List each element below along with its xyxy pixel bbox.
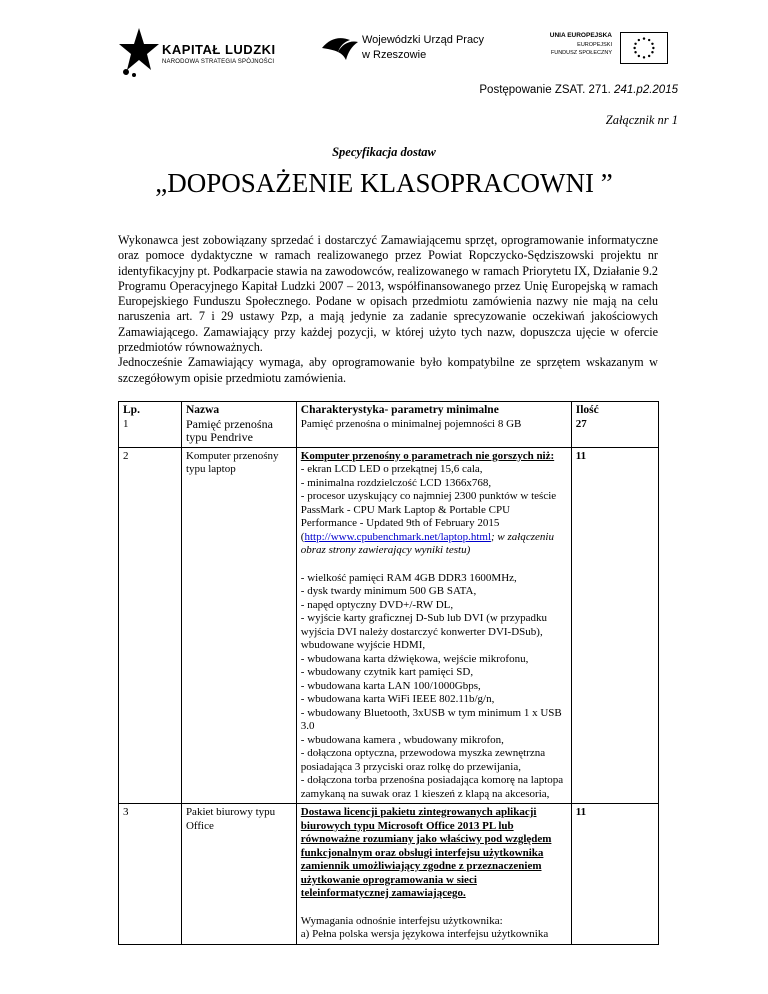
header-lp: Lp.: [123, 404, 140, 416]
row3-spec-heading: Dostawa licencji pakietu zintegrowanych aplikacji biurowych typu Microsoft Office 2013 PL lub równoważne rozumiany jako właściwy pod względem funkcjonalnym oraz obsługi interfejsu użytkownika zamiennik umożliwiający zgodne z przeznaczeniem użytkowanie oprogramowania w sieci teleinformatycznej zamawiającego.: [300, 806, 552, 899]
logo-left-sub: NARODOWA STRATEGIA SPÓJNOŚCI: [162, 59, 275, 65]
wup-logo: [320, 28, 510, 74]
list-item: - wbudowana kamera , wbudowany mikrofon,: [300, 733, 504, 746]
header-logos: [0, 22, 768, 82]
row3-spec: [296, 804, 571, 945]
logo-right-line2: EUROPEJSKI: [577, 42, 612, 48]
row2-spec: [296, 447, 571, 804]
list-item: - minimalna rozdzielczość LCD 1366x768,: [300, 476, 492, 489]
logo-center-line1: Wojewódzki Urząd Pracy: [362, 34, 485, 46]
benchmark-note: [301, 531, 567, 558]
header-name: Nazwa: [185, 404, 220, 416]
logo-left-name: KAPITAŁ LUDZKI: [162, 42, 276, 57]
document-title: „DOPOSAŻENIE KLASOPRACOWNI ”: [155, 168, 613, 198]
list-item: - dołączona optyczna, przewodowa myszka zewnętrzna posiadająca 3 przyciski oraz rolkę do przewijania,: [300, 747, 546, 773]
list-item: - wbudowana karta WiFi IEEE 802.11b/g/n,: [300, 693, 495, 705]
row3-lp: 3: [119, 804, 182, 945]
proceeding-number: [479, 84, 678, 96]
list-item: - procesor uzyskujący co najmniej 2300 punktów w teście PassMark - CPU Mark Laptop & Portable CPU Performance - Updated 9th of February 2015: [300, 490, 557, 529]
list-item: - wbudowana karta dźwiękowa, wejście mikrofonu,: [300, 652, 529, 665]
row2-qty: 11: [571, 447, 658, 804]
eu-flag-icon: [620, 32, 668, 64]
intro-text: [118, 233, 658, 386]
cell-qty-1: [571, 402, 658, 448]
list-item: - wyjście karty graficznej D-Sub lub DVI (w przypadku wyjścia DVI należy dostarczyć konwerter DVI-DSub), wbudowane wyjście HDMI,: [300, 612, 547, 651]
spacer: [301, 901, 567, 915]
list-item: - wielkość pamięci RAM 4GB DDR3 1600MHz,: [300, 571, 517, 584]
list-item: - wbudowany Bluetooth, 3xUSB w tym minimum 1 x USB 3.0: [300, 706, 562, 732]
logo-center-line2: w Rzeszowie: [362, 49, 427, 61]
row3-name: Pakiet biurowy typu Office: [181, 804, 296, 945]
benchmark-link[interactable]: http://www.cpubenchmark.net/laptop.html: [304, 530, 492, 543]
logo-right-line3: FUNDUSZ SPOŁECZNY: [550, 50, 612, 56]
bird-icon: [320, 30, 360, 64]
row1-name: Pamięć przenośna typu Pendrive: [185, 416, 273, 444]
intro-paragraph-1: Wykonawca jest zobowiązany sprzedać i dostarczyć Zamawiającemu sprzęt, oprogramowanie informatyczne oraz pomoce dydaktyczne w ramach realizowanego przez Powiat Ropczycko-Sędziszowski projektu nr identyfikacyjny pt. Podkarpacie stawia na zawodowców, realizowanego w ramach Priorytetu IX, Działanie 9.2 Programu Operacyjnego Kapitał Ludzki 2007 – 2013, współfinansowanego przez Unię Europejską w ramach Europejskiego Funduszu Społecznego. Podane w opisach przedmiotu zamówienia nazwy nie mają na celu naruszenia art. 7 i 29 ustawy Pzp, a mają jedynie za zadanie sprecyzowanie oczekiwań jakościowych Zamawiającego. Zamawiający przy każdej pozycji, w której użyto tych nazw, dopuszcza ujęcie w ofercie przedmiotów równoważnych.: [118, 233, 659, 355]
kapital-ludzki-logo: [118, 26, 308, 78]
link-paren: (: [300, 530, 305, 543]
spec-heading: Specyfikacja dostaw: [332, 145, 436, 159]
row3-qty: 11: [571, 804, 658, 945]
row1-spec: Pamięć przenośna o minimalnej pojemności 8 GB: [300, 417, 522, 430]
logo-right-line1: UNIA EUROPEJSKA: [549, 32, 612, 39]
proceeding-id: 241.p2.2015: [614, 84, 678, 96]
cell-spec-1: [296, 402, 571, 448]
proceeding-label: Postępowanie ZSAT. 271.: [479, 84, 615, 96]
list-item: Wymagania odnośnie interfejsu użytkownika:: [300, 914, 503, 927]
list-item: a) Pełna polska wersja językowa interfejsu użytkownika: [300, 928, 549, 940]
cell-lp-1: [119, 402, 182, 448]
row1-lp: 1: [123, 417, 129, 430]
specification-table: [118, 401, 659, 945]
row2-spec-heading: Komputer przenośny o parametrach nie gorszych niż:: [300, 449, 555, 462]
table-row: [119, 402, 659, 448]
intro-paragraph-2: Jednocześnie Zamawiający wymaga, aby oprogramowanie było kompatybilne ze sprzętem wskazanym w szczegółowym opisie przedmiotu zamówienia.: [118, 355, 658, 385]
row1-qty: 27: [575, 417, 587, 430]
list-item: - napęd optyczny DVD+/-RW DL,: [300, 598, 454, 611]
table-row: [119, 804, 659, 945]
star-figure-icon: [118, 26, 160, 78]
list-item: - ekran LCD LED o przekątnej 15,6 cala,: [300, 463, 483, 475]
spacer: [301, 558, 567, 572]
row2-name: Komputer przenośny typu laptop: [181, 447, 296, 804]
header-spec: Charakterystyka- parametry minimalne: [300, 404, 499, 416]
header-qty: Ilość: [575, 404, 599, 416]
eu-logo: [530, 28, 670, 74]
list-item: - wbudowany czytnik kart pamięci SD,: [300, 666, 474, 678]
row2-lp: 2: [119, 447, 182, 804]
cell-name-1: [181, 402, 296, 448]
annex-label: Załącznik nr 1: [605, 113, 678, 127]
list-item: - dołączona torba przenośna posiadająca komorę na laptopa zamykaną na suwak oraz 1 kieszeń z klapą na akcesoria,: [300, 774, 564, 800]
list-item: - wbudowana karta LAN 100/1000Gbps,: [300, 679, 481, 692]
table-row: [119, 447, 659, 804]
benchmark-note-text: ; w załączeniu obraz strony zawierający wyniki testu): [300, 530, 554, 556]
list-item: - dysk twardy minimum 500 GB SATA,: [300, 585, 477, 597]
